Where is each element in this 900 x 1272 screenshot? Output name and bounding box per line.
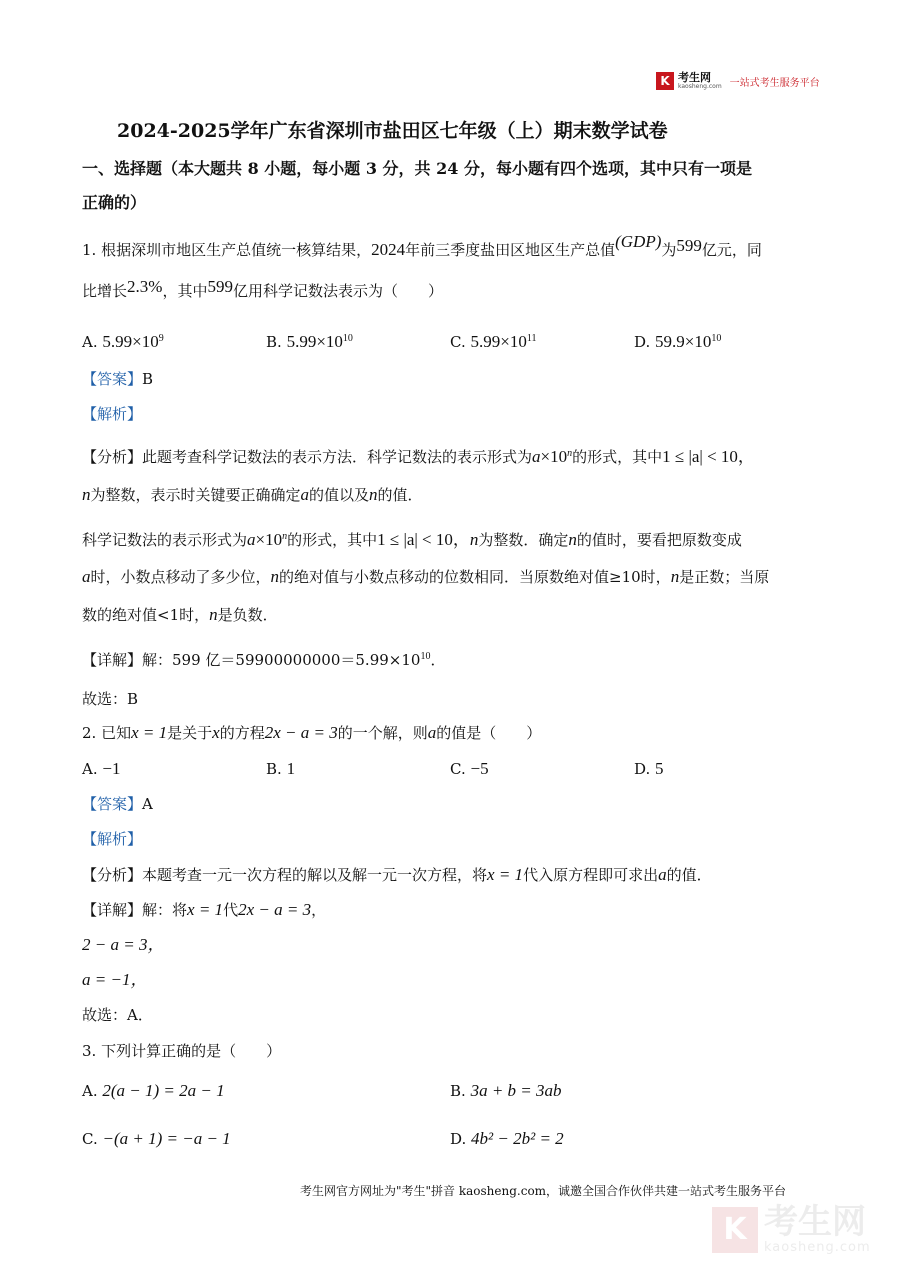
- math: 1 ≤ |a| < 10，: [377, 530, 470, 549]
- fenxi-tag: 【分析】: [82, 866, 143, 884]
- page-title: 2024-2025学年广东省深圳市盐田区七年级（上）期末数学试卷: [117, 120, 668, 142]
- math: a: [658, 865, 667, 884]
- option-value: 5.99×10: [286, 332, 343, 351]
- option-label: D.: [634, 333, 651, 351]
- logo-url: kaosheng.com: [678, 83, 722, 90]
- option-label: A.: [82, 760, 98, 778]
- text: 为整数，表示时关键要正确确定: [90, 486, 301, 504]
- math: x = 1: [187, 900, 224, 919]
- text: 的值．: [377, 486, 423, 504]
- q1-value2: 599: [207, 277, 233, 296]
- q2-choose: 故选：A．: [82, 1006, 153, 1024]
- option-exp: 11: [526, 333, 537, 344]
- option-value: 5.99×10: [470, 332, 527, 351]
- q2-option-d[interactable]: [634, 758, 664, 780]
- q1-fenxi-line2: n为整数，表示时关键要正确确定a的值以及n的值．: [82, 485, 423, 504]
- q1-answer: [82, 368, 153, 390]
- q1-line1: [82, 232, 762, 261]
- answer-tag: 【答案】: [82, 795, 143, 813]
- fenxi-tag: 【分析】: [82, 448, 143, 466]
- option-value: −5: [470, 759, 489, 778]
- watermark-url: kaosheng.com: [764, 1240, 871, 1255]
- q1-line2: [82, 277, 443, 302]
- q3-question: 3. 下列计算正确的是（ ）: [82, 1042, 282, 1060]
- option-label: B.: [266, 333, 282, 351]
- q1-text: 1. 根据深圳市地区生产总值统一核算结果，: [82, 241, 372, 259]
- text: 为整数．确定: [478, 531, 569, 549]
- math: x: [212, 723, 220, 742]
- text: 的形式，其中: [572, 448, 663, 466]
- q2-step1: 2 − a = 3，: [82, 935, 165, 954]
- option-label: A.: [82, 1082, 98, 1100]
- q1-choose: 故选：B: [82, 690, 139, 708]
- q1-option-a[interactable]: [82, 328, 164, 353]
- q1-text-c: 为: [661, 241, 677, 259]
- option-value: 3a + b = 3ab: [470, 1081, 562, 1100]
- text: 是负数．: [217, 606, 278, 624]
- math: 2x − a = 3: [238, 900, 312, 919]
- math: x = 1: [131, 723, 168, 742]
- q1-body-line1: 科学记数法的表示形式为$a\times 10^n$的形式，其中1 ≤ |a| < 10，n为整数．确定n的值时，要看把原数变成: [82, 530, 742, 549]
- answer-value: A: [142, 795, 153, 813]
- q2-step2: a = −1，: [82, 970, 148, 989]
- math: 2x − a = 3: [264, 723, 338, 742]
- option-value: 5.99×10: [102, 332, 159, 351]
- text: 此题考查科学记数法的表示方法．科学记数法的表示形式为: [142, 448, 533, 466]
- option-label: B.: [450, 1082, 466, 1100]
- option-exp: 10: [711, 333, 722, 344]
- option-label: B.: [266, 760, 282, 778]
- logo-name: 考生网: [678, 71, 711, 84]
- q1-line2-b: ，其中: [162, 282, 208, 300]
- q2-analysis-tag: 【解析】: [82, 830, 143, 848]
- text: 的绝对值与小数点移动的位数相同．当原数绝对值≥10时，: [279, 568, 671, 586]
- q1-analysis-tag: 【解析】: [82, 405, 143, 423]
- option-value: 2(a − 1) = 2a − 1: [102, 1081, 225, 1100]
- q2-answer: [82, 793, 153, 815]
- text: 数的绝对值<1时，: [82, 606, 210, 624]
- q3-option-c[interactable]: [82, 1128, 231, 1150]
- answer-value: B: [142, 370, 154, 388]
- answer-tag: 【答案】: [82, 370, 143, 388]
- detail-tag: 【详解】: [82, 901, 143, 919]
- option-value: 4b² − 2b² = 2: [471, 1129, 564, 1148]
- text: 代: [223, 901, 239, 919]
- text: 是关于: [167, 724, 213, 742]
- option-label: A.: [82, 333, 98, 351]
- q1-gdp: (GDP): [615, 232, 662, 251]
- option-value: 5: [655, 759, 664, 778]
- text: 代入原方程即可求出: [523, 866, 659, 884]
- q2-fenxi: [82, 864, 712, 886]
- q2-question: [82, 722, 541, 744]
- text: 的方程: [219, 724, 265, 742]
- text: 是正数；当原: [679, 568, 770, 586]
- text: 本题考查一元一次方程的解以及解一元一次方程，将: [142, 866, 488, 884]
- option-label: C.: [82, 1130, 98, 1148]
- text: 2. 已知: [82, 724, 132, 742]
- q1-detail: [82, 646, 445, 671]
- q3-option-b[interactable]: [450, 1080, 562, 1102]
- math: x = 1: [487, 865, 524, 884]
- q1-option-c[interactable]: [450, 328, 536, 353]
- option-label: D.: [450, 1130, 467, 1148]
- q2-option-b[interactable]: [266, 758, 295, 780]
- text: 的值是（ ）: [436, 724, 542, 742]
- watermark-name: 考生网: [764, 1202, 866, 1242]
- q1-fenxi-line1: 【分析】此题考查科学记数法的表示方法．科学记数法的表示形式为$a\times 10^n$的形式，其中1 ≤ |a| < 10，: [82, 447, 755, 466]
- text: 解：将: [142, 901, 188, 919]
- math: a: [427, 723, 437, 742]
- q1-value: 599: [676, 236, 702, 255]
- option-exp: 9: [158, 333, 164, 344]
- option-label: C.: [450, 760, 466, 778]
- logo-slogan: 一站式考生服务平台: [729, 77, 820, 89]
- option-value: −(a + 1) = −a − 1: [102, 1129, 231, 1148]
- q1-body-line3: 数的绝对值<1时，n是负数．: [82, 605, 278, 624]
- q1-year: 2024: [371, 240, 406, 259]
- q1-option-d[interactable]: [634, 328, 721, 353]
- q1-pct: 2.3%: [127, 277, 163, 296]
- watermark: [712, 1204, 871, 1255]
- section-heading-line2: 正确的）: [82, 193, 147, 212]
- q1-option-b[interactable]: [266, 328, 353, 353]
- watermark-logo-icon: K: [712, 1207, 758, 1253]
- q2-detail: [82, 899, 326, 921]
- header-logo: [656, 72, 820, 90]
- text: 的值时，要看把原数变成: [576, 531, 742, 549]
- q3-option-d[interactable]: [450, 1128, 564, 1150]
- q1-line2-c: 亿用科学记数法表示为（ ）: [232, 282, 443, 300]
- detail-exp: 10: [420, 651, 431, 662]
- logo-icon: K: [656, 72, 674, 90]
- q1-text-d: 亿元，同: [701, 241, 762, 259]
- option-label: C.: [450, 333, 466, 351]
- text: 的形式，其中: [287, 531, 378, 549]
- section-heading-line1: 一、选择题（本大题共 8 小题，每小题 3 分，共 24 分，每小题有四个选项，其中只有一项是: [82, 159, 752, 178]
- math: 1 ≤ |a| < 10，: [662, 447, 755, 466]
- text: ．: [430, 651, 446, 669]
- text: 的一个解，则: [337, 724, 428, 742]
- q3-option-a[interactable]: [82, 1080, 225, 1102]
- text: ，: [311, 901, 327, 919]
- q1-line2-a: 比增长: [82, 282, 128, 300]
- footer-text: 考生网官方网址为"考生"拼音 kaosheng.com，诚邀全国合作伙伴共建一站式考生服务平台: [300, 1184, 787, 1198]
- detail-tag: 【详解】: [82, 651, 143, 669]
- q2-option-a[interactable]: [82, 758, 120, 780]
- q2-option-c[interactable]: [450, 758, 489, 780]
- option-value: 59.9×10: [655, 332, 712, 351]
- option-value: 1: [286, 759, 296, 778]
- option-value: −1: [102, 759, 121, 778]
- detail-text: 解：599 亿＝59900000000＝5.99×10: [142, 651, 421, 669]
- text: 的值．: [666, 866, 712, 884]
- option-label: D.: [634, 760, 651, 778]
- q1-text-b: 年前三季度盐田区地区生产总值: [405, 241, 616, 259]
- q1-body-line2: a时，小数点移动了多少位，n的绝对值与小数点移动的位数相同．当原数绝对值≥10时，n是正数；当原: [82, 567, 770, 586]
- option-exp: 10: [342, 333, 353, 344]
- text: 时，小数点移动了多少位，: [90, 568, 271, 586]
- text: 科学记数法的表示形式为: [82, 531, 248, 549]
- text: 的值以及: [309, 486, 370, 504]
